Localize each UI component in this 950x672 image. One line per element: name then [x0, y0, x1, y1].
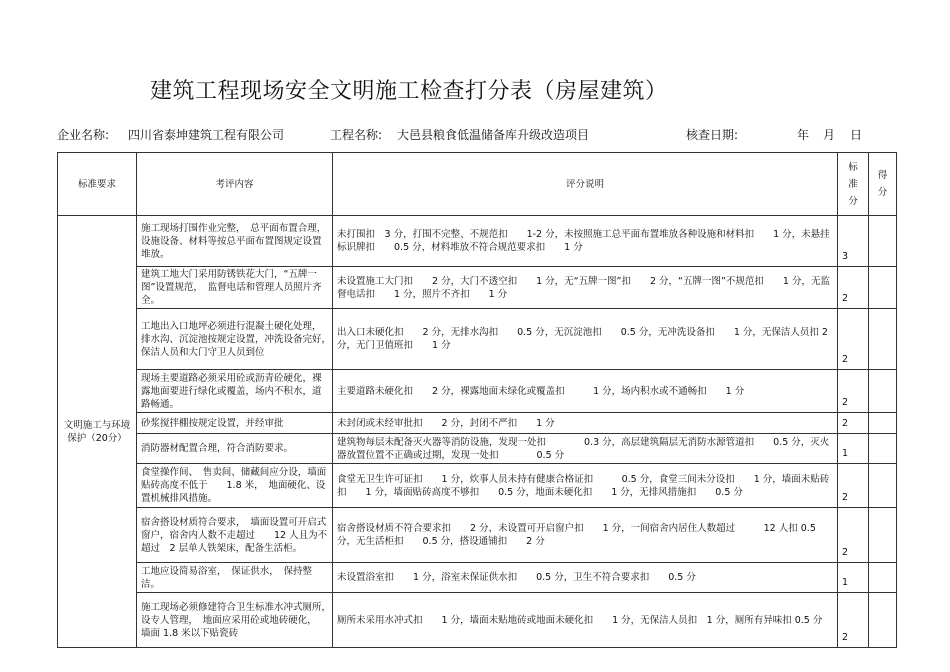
max-score-cell: 2 [838, 508, 869, 563]
date-month: 月 [823, 128, 836, 142]
score-table [57, 152, 897, 648]
table-row [58, 464, 897, 508]
table-row [58, 309, 897, 370]
score-input-cell[interactable] [869, 464, 897, 508]
header-rule: 评分说明 [333, 153, 838, 216]
header-content: 考评内容 [137, 153, 333, 216]
table-header-row [58, 153, 897, 216]
header-max-char: 标 [848, 161, 858, 173]
header-standard: 标准要求 [58, 153, 137, 216]
content-cell: 消防器材配置合理，符合消防要求。 [137, 434, 333, 464]
max-score-cell: 2 [838, 370, 869, 413]
score-input-cell[interactable] [869, 508, 897, 563]
company-label: 企业名称: [57, 128, 110, 142]
content-cell: 施工现场打围作业完整， 总平面布置合理，设施设备、材料等按总平面布置图规定设置堆放。 [137, 216, 333, 267]
rule-cell: 主要道路未硬化扣 2 分，裸露地面未绿化或覆盖扣 1 分，场内积水或不通畅扣 1 分 [333, 370, 838, 413]
max-score-cell: 2 [838, 267, 869, 309]
score-input-cell[interactable] [869, 216, 897, 267]
header-max-char: 准 [848, 178, 858, 190]
header-max-score [838, 153, 869, 216]
rule-cell: 未打围扣 3 分，打围不完整、不规范扣 1-2 分，未按照施工总平面布置堆放各种设施和材料扣 1 分，未悬挂标识牌扣 0.5 分，材料堆放不符合规范要求扣 1 分 [333, 216, 838, 267]
content-cell: 现场主要道路必须采用砼或沥青砼硬化，裸露地面要进行绿化或覆盖，场内不积水，道路畅通。 [137, 370, 333, 413]
rule-cell: 未设置施工大门扣 2 分，大门不透空扣 1 分，无“五牌一图”扣 2 分，“五牌一图”不规范扣 1 分，无监督电话扣 1 分，照片不齐扣 1 分 [333, 267, 838, 309]
header-score [869, 153, 897, 216]
max-score-cell: 2 [838, 309, 869, 370]
content-cell: 砂浆搅拌棚按规定设置，并经审批 [137, 413, 333, 434]
score-input-cell[interactable] [869, 593, 897, 648]
header-max-char: 分 [848, 195, 858, 207]
table-row [58, 413, 897, 434]
content-cell: 食堂操作间、 售卖间、储藏间应分设，墙面贴砖高度不低于 1.8 米， 地面硬化、设置机械排风措施。 [137, 464, 333, 508]
max-score-cell: 2 [838, 413, 869, 434]
score-input-cell[interactable] [869, 434, 897, 464]
rule-cell: 未封闭或未经审批扣 2 分，封闭不严扣 1 分 [333, 413, 838, 434]
table-row [58, 267, 897, 309]
rule-cell: 厕所未采用水冲式扣 1 分，墙面未贴地砖或地面未硬化扣 1 分，无保洁人员扣 1 分，厕所有异味扣 0.5 分 [333, 593, 838, 648]
company-name: 四川省泰坤建筑工程有限公司 [128, 128, 285, 142]
max-score-cell: 1 [838, 563, 869, 593]
max-score-cell: 1 [838, 434, 869, 464]
date-year: 年 [797, 128, 810, 142]
standard-cell: 文明施工与环境保护（20分） [58, 216, 137, 648]
content-cell: 宿舍搭设材质符合要求， 墙面设置可开启式窗户，宿舍内人数不走超过 12 人且为不超过 2 层单人铁架床，配备生活柜。 [137, 508, 333, 563]
content-cell: 施工现场必须修建符合卫生标准水冲式厕所， 设专人管理， 地面应采用砼或地砖硬化， 墙面 1.8 米以下贴瓷砖 [137, 593, 333, 648]
table-row [58, 508, 897, 563]
date-label: 核查日期: [686, 128, 739, 142]
project-label: 工程名称: [330, 128, 383, 142]
max-score-cell: 2 [838, 464, 869, 508]
table-row [58, 563, 897, 593]
rule-cell: 建筑物每层未配备灭火器等消防设施，发现一处扣 0.3 分，高层建筑隔层无消防水源管道扣 0.5 分，灭火器放置位置不正确或过期，发现一处扣 0.5 分 [333, 434, 838, 464]
score-input-cell[interactable] [869, 309, 897, 370]
content-cell: 工地应设简易浴室， 保证供水， 保持整洁。 [137, 563, 333, 593]
max-score-cell: 3 [838, 216, 869, 267]
rule-cell: 食堂无卫生许可证扣 1 分，炊事人员未持有健康合格证扣 0.5 分，食堂三间未分设扣 1 分，墙面未贴砖扣 1 分，墙面贴砖高度不够扣 0.5 分，地面未硬化扣 1 分，无排风措施扣 0.5 分 [333, 464, 838, 508]
content-cell: 建筑工地大门采用防锈铁花大门，“五牌一图”设置规范， 监督电话和管理人员照片齐全。 [137, 267, 333, 309]
max-score-cell: 2 [838, 593, 869, 648]
date-day: 日 [850, 128, 863, 142]
score-input-cell[interactable] [869, 370, 897, 413]
table-row [58, 216, 897, 267]
header-score-char: 得 [877, 170, 888, 181]
table-row [58, 593, 897, 648]
project-name: 大邑县粮食低温储备库升级改造项目 [397, 128, 590, 142]
table-row [58, 370, 897, 413]
table-row [58, 434, 897, 464]
rule-cell: 未设置浴室扣 1 分，浴室未保证供水扣 0.5 分，卫生不符合要求扣 0.5 分 [333, 563, 838, 593]
page-title: 建筑工程现场安全文明施工检查打分表（房屋建筑） [150, 79, 668, 104]
score-input-cell[interactable] [869, 413, 897, 434]
score-input-cell[interactable] [869, 267, 897, 309]
content-cell: 工地出入口地坪必须进行混凝土硬化处理，排水沟、沉淀池按规定设置，冲洗设备完好， 保洁人员和大门守卫人员到位 [137, 309, 333, 370]
rule-cell: 出入口未硬化扣 2 分，无排水沟扣 0.5 分，无沉淀池扣 0.5 分，无冲洗设备扣 1 分，无保洁人员扣 2 分，无门卫值班扣 1 分 [333, 309, 838, 370]
score-input-cell[interactable] [869, 563, 897, 593]
rule-cell: 宿舍搭设材质不符合要求扣 2 分，未设置可开启窗户扣 1 分，一间宿舍内居住人数超过 12 人扣 0.5 分，无生活柜扣 0.5 分，搭设通铺扣 2 分 [333, 508, 838, 563]
header-score-char: 分 [877, 187, 888, 198]
